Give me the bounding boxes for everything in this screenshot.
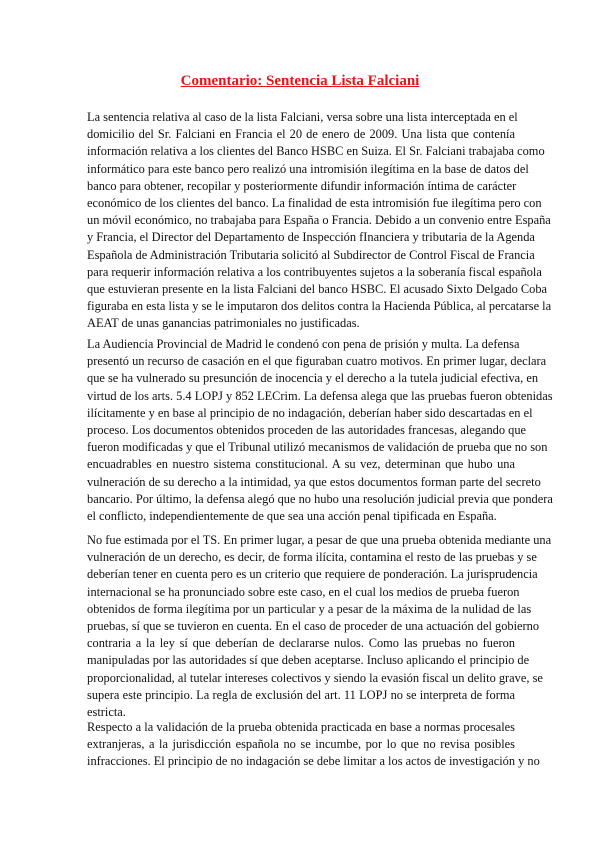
text-line: información relativa a los clientes del Banco HSBC en Suiza. El Sr. Falciani trabajaba como xyxy=(87,144,545,159)
text-line: para requerir información relativa a los contribuyentes sujetos a la soberanía fiscal española xyxy=(87,264,542,279)
text-line: que se ha vulnerado su presunción de inocencia y el derecho a la tutela judicial efectiva, en xyxy=(87,371,539,386)
text-line: bancario. Por último, la defensa alegó que no hubo una resolución judicial previa que pondera xyxy=(87,491,553,506)
paragraph xyxy=(87,109,552,333)
text-line: internacional se ha pronunciado sobre este caso, en el cual los medios de prueba fueron xyxy=(87,584,520,599)
text-line: infracciones. El principio de no indagación se debe limitar a los actos de investigación y no xyxy=(87,754,540,769)
text-line: manipuladas por las autoridades sí que deben aceptarse. Incluso aplicando el principio de xyxy=(87,653,530,668)
document-title: Comentario: Sentencia Lista Falciani xyxy=(180,73,420,89)
text-line: No fue estimada por el TS. En primer lugar, a pesar de que una prueba obtenida mediante una xyxy=(87,533,552,547)
text-line: vulneración de su derecho a la intimidad, ya que estos documentos forman parte del secreto xyxy=(87,474,541,489)
text-line: Española de Administración Tributaria solicitó al Subdirector de Control Fiscal de Francia xyxy=(87,247,535,262)
text-line: informático para este banco pero realizó una intromisión ilegítima en la base de datos del xyxy=(87,161,529,176)
text-line: el conflicto, independientemente de que sea una acción penal tipificada en España. xyxy=(87,509,497,524)
text-line: un móvil económico, no trabajaba para España o Francia. Debido a un convenio entre España xyxy=(87,213,551,228)
text-line: presentó un recurso de casación en el que figuraban cuatro motivos. En primer lugar, declara xyxy=(87,354,547,369)
text-line: banco para obtener, recopilar y posteriormente difundir información íntima de carácter xyxy=(87,178,517,193)
text-line: y Francia, el Director del Departamento de Inspección fInanciera y tributaria de la Agenda xyxy=(87,230,535,245)
text-line: encuadrables en nuestro sistema constitucional. A su vez, determinan que hubo una xyxy=(87,457,515,472)
text-line: que estuvieran presente en la lista Falciani del banco HSBC. El acusado Sixto Delgado Coba xyxy=(87,282,548,297)
text-line: vulneración de un derecho, es decir, de forma ilícita, contamina el resto de las pruebas y se xyxy=(87,550,537,565)
text-line: estricta. xyxy=(87,705,126,720)
text-line: deberían tener en cuenta pero es un criterio que requiere de ponderación. La jurisprudencia xyxy=(87,567,538,582)
text-line: Respecto a la validación de la prueba obtenida practicada en base a normas procesales xyxy=(87,720,515,734)
text-line: proporcionalidad, al tutelar intereses colectivos y siendo la evasión fiscal un delito grave, se xyxy=(87,670,543,685)
text-line: ilícitamente y en base al principio de no indagación, deberían haber sido descartadas en el xyxy=(87,405,533,420)
text-line: AEAT de unas ganancias patrimoniales no justificadas. xyxy=(87,316,360,331)
paragraph xyxy=(87,336,553,525)
paragraph xyxy=(87,719,540,771)
text-line: proceso. Los documentos obtenidos proceden de las autoridades francesas, alegando que xyxy=(87,423,527,438)
text-line: virtud de los arts. 5.4 LOPJ y 852 LECrim. La defensa alega que las pruebas fueron obtenidas xyxy=(87,388,553,403)
paragraph xyxy=(87,532,552,721)
text-line: fueron modificadas y que el Tribunal utilizó mecanismos de validación de prueba que no son xyxy=(87,440,548,455)
text-line: pruebas, sí que se tuvieron en cuenta. En el caso de proceder de una actuación del gobierno xyxy=(87,619,540,634)
text-line: supera este principio. La regla de exclusión del art. 11 LOPJ no se interpreta de forma xyxy=(87,687,515,702)
text-line: contraria a la ley sí que deberían de declararse nulos. Como las pruebas no fueron xyxy=(87,636,515,651)
text-line: extranjeras, a la jurisdicción española no se incumbe, por lo que no revisa posibles xyxy=(87,737,515,752)
text-line: obtenidos de forma ilegítima por un particular y a pesar de la máxima de la nulidad de las xyxy=(87,601,532,616)
text-line: figuraba en esta lista y se le imputaron dos delitos contra la Hacienda Pública, al percatarse la xyxy=(87,299,552,314)
text-line: económico de los clientes del banco. La finalidad de esta intromisión fue ilegítima pero con xyxy=(87,196,542,211)
text-line: La sentencia relativa al caso de la lista Falciani, versa sobre una lista interceptada en el xyxy=(87,110,518,124)
text-line: La Audiencia Provincial de Madrid le condenó con pena de prisión y multa. La defensa xyxy=(87,337,520,351)
text-line: domicilio del Sr. Falciani en Francia el 20 de enero de 2009. Una lista que contenía xyxy=(87,127,515,142)
